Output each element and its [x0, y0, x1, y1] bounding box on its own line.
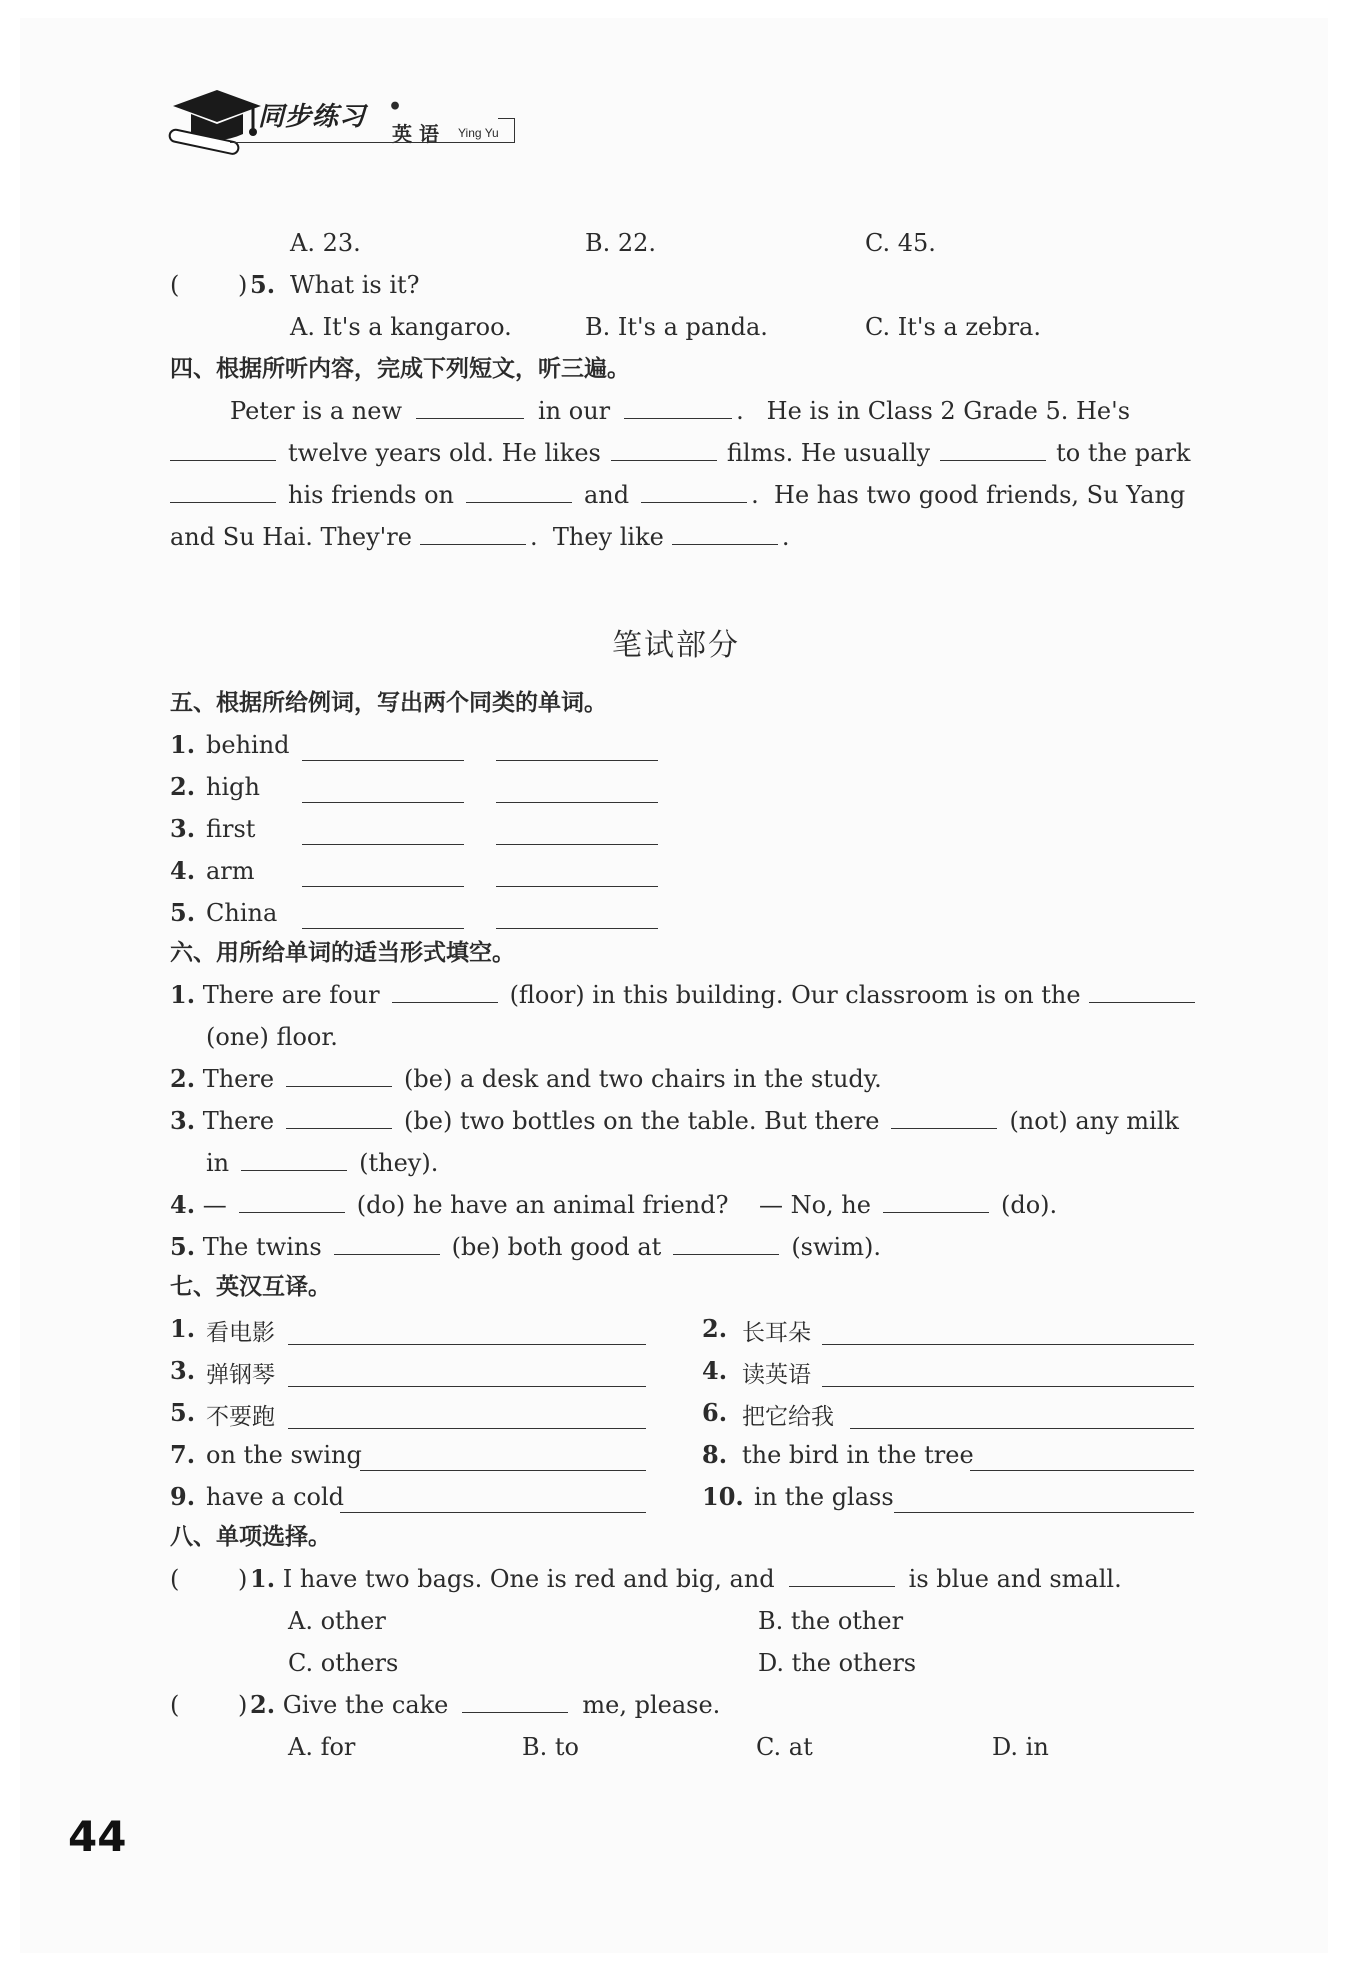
translate-blank[interactable]	[850, 1428, 1194, 1429]
question-number: 1.	[170, 980, 196, 1009]
option-a: A. for	[288, 1733, 356, 1761]
fill-question-1	[170, 980, 1195, 1010]
fill-blank[interactable]	[416, 396, 524, 419]
passage-text: He is in Class 2 Grade 5. He's	[766, 397, 1131, 425]
fill-blank[interactable]	[940, 438, 1046, 461]
example-word: behind	[206, 731, 290, 759]
question-text: — No, he	[758, 1191, 871, 1219]
passage-text: They like	[552, 523, 664, 551]
translate-prompt: 弹钢琴	[206, 1362, 275, 1388]
item-number: 2.	[170, 772, 196, 801]
item-number: 4.	[170, 856, 196, 885]
answer-paren-close: )	[238, 271, 248, 299]
passage-line-3	[170, 480, 1185, 510]
question-text: (do) he have an animal friend?	[356, 1191, 729, 1219]
header-bracket	[498, 118, 515, 143]
question-text: There are four	[202, 981, 380, 1009]
header-dot: •	[388, 94, 403, 120]
passage-line-1	[230, 396, 1130, 426]
mc-question-2	[250, 1690, 720, 1720]
answer-blank-1a[interactable]	[302, 760, 464, 761]
option-b: B. to	[522, 1733, 579, 1761]
question-text: —	[202, 1191, 227, 1219]
item-number: 4.	[702, 1356, 728, 1385]
translate-blank[interactable]	[288, 1344, 646, 1345]
fill-blank[interactable]	[673, 1232, 779, 1255]
translate-prompt: 不要跑	[206, 1404, 275, 1430]
answer-blank-3a[interactable]	[302, 844, 464, 845]
option-c: C. It's a zebra.	[865, 313, 1041, 341]
fill-blank[interactable]	[420, 522, 526, 545]
passage-text: .	[781, 523, 790, 551]
question-number: 2.	[250, 1690, 276, 1719]
translate-blank[interactable]	[288, 1386, 646, 1387]
answer-blank-4a[interactable]	[302, 886, 464, 887]
question-text: The twins	[202, 1233, 322, 1261]
fill-blank[interactable]	[170, 480, 276, 503]
option-c: C. at	[756, 1733, 813, 1761]
question-number: 4.	[170, 1190, 196, 1219]
mc-question-1	[250, 1564, 1122, 1594]
translate-blank[interactable]	[822, 1386, 1194, 1387]
item-number: 3.	[170, 814, 196, 843]
fill-blank[interactable]	[611, 438, 717, 461]
fill-blank[interactable]	[392, 980, 498, 1003]
prev-option-b: B. 22.	[585, 229, 657, 257]
translate-blank[interactable]	[970, 1470, 1194, 1471]
question-text: (they).	[359, 1149, 439, 1177]
prev-option-c: C. 45.	[865, 229, 936, 257]
question-text: (swim).	[791, 1233, 881, 1261]
passage-text: He has two good friends, Su Yang	[774, 481, 1186, 509]
prev-option-a: A. 23.	[290, 229, 361, 257]
example-word: high	[206, 773, 260, 801]
section-7-title: 七、英汉互译。	[170, 1274, 331, 1300]
passage-text: in our	[537, 397, 611, 425]
passage-text: his friends on	[288, 481, 454, 509]
answer-paren-close: )	[238, 1691, 248, 1719]
answer-paren-open: (	[170, 1691, 180, 1719]
fill-blank[interactable]	[239, 1190, 345, 1213]
written-part-title: 笔试部分	[612, 628, 740, 663]
question-text: (not) any milk	[1009, 1107, 1179, 1135]
passage-line-2	[170, 438, 1190, 468]
question-number: 3.	[170, 1106, 196, 1135]
answer-blank-2b[interactable]	[496, 802, 658, 803]
translate-blank[interactable]	[894, 1512, 1194, 1513]
translate-prompt: 看电影	[206, 1320, 275, 1346]
answer-blank-5a[interactable]	[302, 928, 464, 929]
translate-blank[interactable]	[360, 1470, 646, 1471]
question-text: (be) both good at	[451, 1233, 662, 1261]
item-number: 5.	[170, 1398, 196, 1427]
section-4-title: 四、根据所听内容，完成下列短文，听三遍。	[170, 356, 630, 382]
translate-blank[interactable]	[288, 1428, 646, 1429]
example-word: arm	[206, 857, 255, 885]
question-text: Give the cake	[282, 1691, 449, 1719]
answer-blank-4b[interactable]	[496, 886, 658, 887]
answer-blank-2a[interactable]	[302, 802, 464, 803]
fill-question-5	[170, 1232, 881, 1262]
item-number: 7.	[170, 1440, 196, 1469]
passage-text: twelve years old. He likes	[288, 439, 601, 467]
answer-paren-close: )	[238, 1565, 248, 1593]
translate-prompt: 读英语	[742, 1362, 811, 1388]
question-text: in	[206, 1149, 230, 1177]
passage-text: .	[736, 397, 744, 425]
translate-prompt: on the swing	[206, 1441, 362, 1469]
passage-text: and	[583, 481, 630, 509]
option-a: A. It's a kangaroo.	[290, 313, 512, 341]
item-number: 9.	[170, 1482, 196, 1511]
fill-blank[interactable]	[672, 522, 778, 545]
answer-blank-1b[interactable]	[496, 760, 658, 761]
passage-text: to the park	[1056, 439, 1191, 467]
item-number: 3.	[170, 1356, 196, 1385]
fill-blank[interactable]	[170, 438, 276, 461]
question-number: 5.	[170, 1232, 196, 1261]
question-text: There	[202, 1065, 275, 1093]
question-text: me, please.	[582, 1691, 721, 1719]
example-word: China	[206, 899, 278, 927]
passage-line-4	[170, 522, 789, 552]
fill-blank[interactable]	[1089, 980, 1195, 1003]
fill-blank[interactable]	[286, 1106, 392, 1129]
item-number: 1.	[170, 1314, 196, 1343]
question-text: There	[202, 1107, 275, 1135]
fill-blank[interactable]	[462, 1690, 568, 1713]
option-c: C. others	[288, 1649, 399, 1677]
question-number: 2.	[170, 1064, 196, 1093]
section-5-title: 五、根据所给例词，写出两个同类的单词。	[170, 690, 607, 716]
fill-blank[interactable]	[286, 1064, 392, 1087]
fill-blank[interactable]	[789, 1564, 895, 1587]
answer-paren-open: (	[170, 1565, 180, 1593]
page-number: 44	[68, 1812, 127, 1861]
answer-blank-3b[interactable]	[496, 844, 658, 845]
question-text: (one) floor.	[206, 1023, 338, 1051]
option-d: D. the others	[758, 1649, 917, 1677]
fill-blank[interactable]	[334, 1232, 440, 1255]
logo-title: 同步练习	[258, 102, 367, 132]
fill-blank[interactable]	[891, 1106, 997, 1129]
question-stem: What is it?	[290, 271, 420, 299]
translate-blank[interactable]	[340, 1512, 646, 1513]
option-b: B. It's a panda.	[585, 313, 768, 341]
fill-blank[interactable]	[883, 1190, 989, 1213]
option-d: D. in	[992, 1733, 1049, 1761]
passage-text: films. He usually	[726, 439, 931, 467]
fill-blank[interactable]	[624, 396, 732, 419]
item-number: 5.	[170, 898, 196, 927]
option-b: B. the other	[758, 1607, 904, 1635]
translate-blank[interactable]	[822, 1344, 1194, 1345]
graduation-cap-icon	[165, 84, 265, 158]
answer-paren-open: (	[170, 271, 180, 299]
translate-prompt: the bird in the tree	[742, 1441, 974, 1469]
header-underline	[230, 142, 515, 143]
question-text: (be) a desk and two chairs in the study.	[404, 1065, 882, 1093]
question-text: is blue and small.	[908, 1565, 1122, 1593]
item-number: 6.	[702, 1398, 728, 1427]
item-number: 1.	[170, 730, 196, 759]
item-number: 10.	[702, 1482, 744, 1511]
fill-question-2	[170, 1064, 882, 1094]
question-number: 1.	[250, 1564, 276, 1593]
answer-blank-5b[interactable]	[496, 928, 658, 929]
question-number: 5.	[250, 270, 276, 299]
fill-blank[interactable]	[641, 480, 747, 503]
translate-prompt: 把它给我	[742, 1404, 834, 1430]
translate-prompt: 长耳朵	[742, 1320, 811, 1346]
passage-text: .	[751, 481, 759, 509]
question-text: (floor) in this building. Our classroom is on the	[509, 981, 1081, 1009]
item-number: 2.	[702, 1314, 728, 1343]
fill-question-3-cont	[206, 1148, 438, 1178]
section-6-title: 六、用所给单词的适当形式填空。	[170, 940, 515, 966]
question-text: (do).	[1000, 1191, 1058, 1219]
translate-prompt: in the glass	[754, 1483, 894, 1511]
example-word: first	[206, 815, 256, 843]
item-number: 8.	[702, 1440, 728, 1469]
passage-text: Peter is a new	[230, 397, 402, 425]
question-text: I have two bags. One is red and big, and	[282, 1565, 775, 1593]
passage-text: and Su Hai. They're	[170, 523, 412, 551]
fill-blank[interactable]	[241, 1148, 347, 1171]
fill-blank[interactable]	[466, 480, 572, 503]
fill-question-3	[170, 1106, 1179, 1136]
subject-label: 英 语	[392, 122, 439, 146]
question-text: (be) two bottles on the table. But there	[404, 1107, 880, 1135]
section-8-title: 八、单项选择。	[170, 1524, 331, 1550]
translate-prompt: have a cold	[206, 1483, 345, 1511]
fill-question-4	[170, 1190, 1057, 1220]
subject-pinyin: Ying Yu	[458, 126, 499, 140]
passage-text: .	[529, 523, 538, 551]
option-a: A. other	[288, 1607, 386, 1635]
